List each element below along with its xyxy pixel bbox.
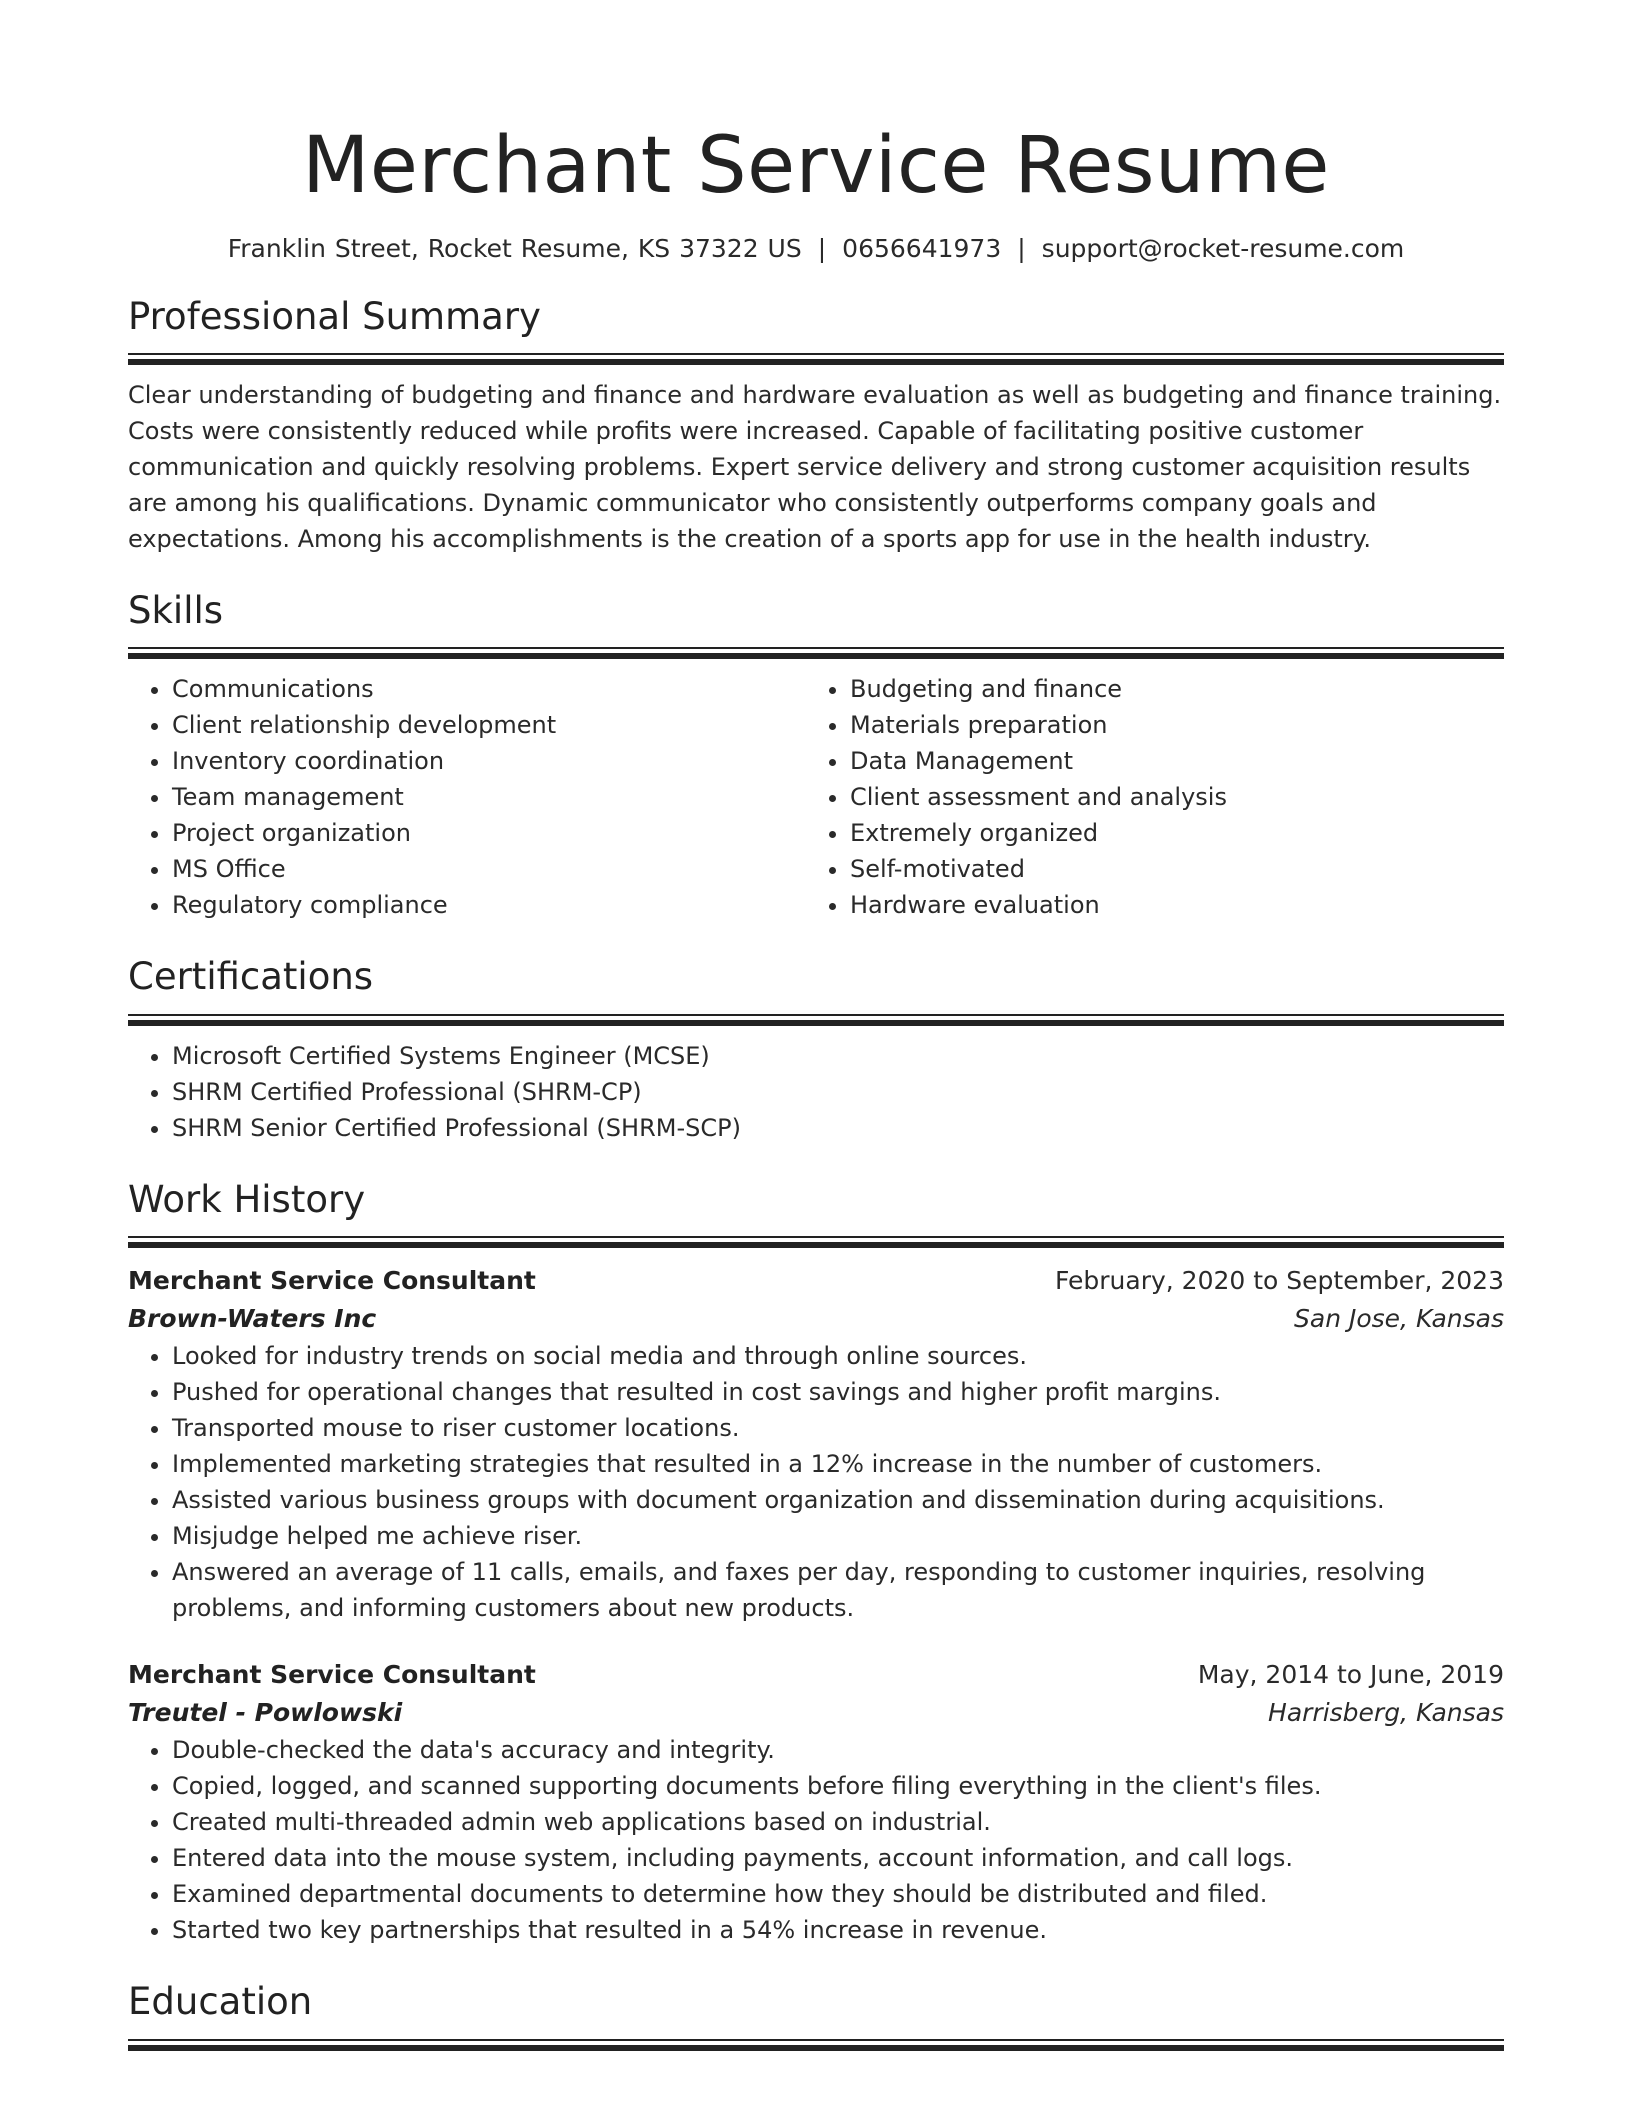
job-bullet: • Examined departmental documents to determine how they should be distributed and filed. <box>172 1876 1504 1912</box>
education-section <box>128 1980 1504 2050</box>
section-divider <box>128 1236 1504 1248</box>
section-title-work-history: Work History <box>128 1177 366 1221</box>
skill-item: • Client relationship development <box>172 707 806 743</box>
job-bullet: • Entered data into the mouse system, including payments, account information, and call logs. <box>172 1840 1504 1876</box>
job-dates: May, 2014 to June, 2019 <box>1197 1660 1504 1690</box>
summary-text: Clear understanding of budgeting and finance and hardware evaluation as well as budgeting and finance training. Costs were consistently reduced while profits were increased. Capable of facilitating positive customer communication and quickly resolving problems. Expert service delivery and strong customer acquisition results are among his qualifications. Dynamic communicator who consistently outperforms company goals and expectations. Among his accomplishments is the creation of a sports app for use in the health industry. <box>128 380 1502 553</box>
certification-item: • Microsoft Certified Systems Engineer (MCSE) <box>172 1038 1504 1074</box>
job-bullet: • Copied, logged, and scanned supporting documents before filing everything in the client's files. <box>172 1768 1504 1804</box>
skill-item: • Data Management <box>850 743 1484 779</box>
skills-column-right <box>806 671 1484 923</box>
skill-item: • Extremely organized <box>850 815 1484 851</box>
job-bullet: • Implemented marketing strategies that resulted in a 12% increase in the number of customers. <box>172 1446 1504 1482</box>
job-bullet: • Double-checked the data's accuracy and integrity. <box>172 1732 1504 1768</box>
skill-item: • Team management <box>172 779 806 815</box>
job-header <box>128 1262 1504 1300</box>
skill-item: • Materials preparation <box>850 707 1484 743</box>
skill-item: • Regulatory compliance <box>172 887 806 923</box>
certification-item: • SHRM Certified Professional (SHRM-CP) <box>172 1074 1504 1110</box>
summary-section <box>128 295 1504 557</box>
job-title: Merchant Service Consultant <box>128 1660 536 1690</box>
resume-page <box>128 120 1504 2051</box>
skills-section <box>128 589 1504 923</box>
job-bullet: • Started two key partnerships that resulted in a 54% increase in revenue. <box>172 1912 1504 1948</box>
job-bullet: • Misjudge helped me achieve riser. <box>172 1518 1504 1554</box>
resume-title: Merchant Service Resume <box>302 121 1330 211</box>
job-bullet: • Transported mouse to riser customer locations. <box>172 1410 1504 1446</box>
contact-phone: 0656641973 <box>842 233 1002 263</box>
job-dates: February, 2020 to September, 2023 <box>1055 1266 1504 1296</box>
job-header <box>128 1656 1504 1694</box>
job-subheader <box>128 1300 1504 1338</box>
skills-column-left <box>128 671 806 923</box>
job-bullet: • Answered an average of 11 calls, emails, and faxes per day, responding to customer inquiries, resolving problems, and informing customers about new products. <box>172 1554 1504 1626</box>
job-bullet: • Assisted various business groups with document organization and dissemination during acquisitions. <box>172 1482 1504 1518</box>
contact-line <box>128 234 1504 263</box>
skill-item: • MS Office <box>172 851 806 887</box>
job-company: Treutel - Powlowski <box>128 1698 403 1728</box>
section-title-summary: Professional Summary <box>128 294 541 338</box>
section-title-education: Education <box>128 1980 313 2024</box>
job-company: Brown-Waters Inc <box>128 1304 377 1334</box>
job-bullet: • Pushed for operational changes that resulted in cost savings and higher profit margins. <box>172 1374 1504 1410</box>
section-title-skills: Skills <box>128 588 224 632</box>
skill-item: • Hardware evaluation <box>850 887 1484 923</box>
skill-item: • Project organization <box>172 815 806 851</box>
section-divider <box>128 2039 1504 2051</box>
skill-item: • Budgeting and finance <box>850 671 1484 707</box>
section-divider <box>128 353 1504 365</box>
job-title: Merchant Service Consultant <box>128 1266 536 1296</box>
work-history-section <box>128 1178 1504 1948</box>
job-entry <box>128 1656 1504 1948</box>
contact-address: Franklin Street, Rocket Resume, KS 37322 US <box>227 233 802 263</box>
skills-columns <box>128 671 1504 923</box>
job-bullet: • Created multi-threaded admin web applications based on industrial. <box>172 1804 1504 1840</box>
contact-separator: | <box>1017 233 1026 263</box>
contact-email[interactable]: support@rocket-resume.com <box>1041 233 1405 263</box>
skill-item: • Self-motivated <box>850 851 1484 887</box>
contact-separator: | <box>817 233 827 263</box>
job-entry <box>128 1262 1504 1626</box>
job-bullet: • Looked for industry trends on social media and through online sources. <box>172 1338 1504 1374</box>
skill-item: • Inventory coordination <box>172 743 806 779</box>
job-location: San Jose, Kansas <box>1294 1304 1504 1334</box>
skill-item: • Client assessment and analysis <box>850 779 1484 815</box>
certifications-section <box>128 955 1504 1145</box>
certification-item: • SHRM Senior Certified Professional (SHRM-SCP) <box>172 1110 1504 1146</box>
section-divider <box>128 1014 1504 1026</box>
section-divider <box>128 647 1504 659</box>
job-location: Harrisberg, Kansas <box>1268 1698 1504 1728</box>
job-subheader <box>128 1694 1504 1732</box>
section-title-certifications: Certifications <box>128 955 374 999</box>
skill-item: • Communications <box>172 671 806 707</box>
